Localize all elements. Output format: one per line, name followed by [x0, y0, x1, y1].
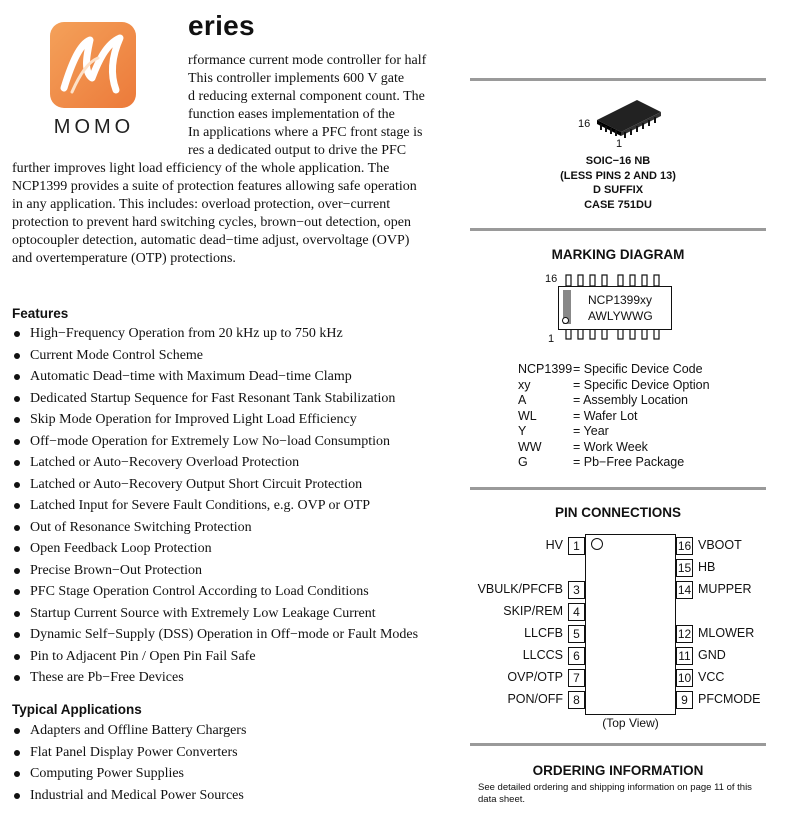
top-view-caption: (Top View): [602, 716, 659, 730]
list-item: [12, 603, 418, 625]
legend-description: = Pb−Free Package: [573, 455, 685, 469]
list-item-text: Latched Input for Severe Fault Conditions, e.g. OVP or OTP: [30, 498, 371, 513]
legend-code: G: [518, 455, 528, 469]
legend-code: WL: [518, 408, 537, 423]
intro-line: rformance current mode controller for half: [188, 53, 427, 68]
list-item-text: Skip Mode Operation for Improved Light Load Efficiency: [30, 412, 357, 427]
bullet-icon: [14, 771, 20, 777]
legend-description: = Assembly Location: [573, 393, 688, 407]
divider: [470, 743, 766, 746]
pin-name: LLCCS: [522, 648, 563, 662]
legend-code: WW: [518, 439, 542, 454]
momo-logo: [0, 0, 188, 158]
list-item: [12, 581, 418, 603]
list-item-text: Automatic Dead−time with Maximum Dead−time Clamp: [30, 369, 352, 384]
legend-code: Y: [518, 424, 527, 438]
list-item-text: Dedicated Startup Sequence for Fast Resonant Tank Stabilization: [30, 390, 396, 406]
features-list: [12, 323, 418, 689]
legend-code: xy: [518, 377, 531, 392]
intro-line: NCP1399 provides a suite of protection features allowing safe operation: [12, 179, 417, 194]
list-item: [12, 409, 418, 431]
divider: [470, 78, 766, 81]
intro-line: protection to prevent hard switching cycles, brown−out detection, open: [12, 215, 412, 230]
list-item-text: Flat Panel Display Power Converters: [30, 744, 238, 760]
pin-number: 16: [677, 539, 692, 553]
list-item: [12, 720, 246, 742]
intro-line: in any application. This includes: overload protection, over−current: [12, 197, 391, 212]
list-item-text: Off−mode Operation for Extremely Low No−load Consumption: [30, 433, 391, 449]
package-pin16-label: 16: [578, 118, 591, 130]
ordering-information-title: ORDERING INFORMATION: [532, 763, 704, 778]
bullet-icon: [14, 568, 20, 574]
logo-m-icon: [50, 22, 136, 108]
bullet-icon: [14, 417, 20, 423]
marking-diagram-title: MARKING DIAGRAM: [551, 247, 685, 262]
intro-line: res a dedicated output to drive the PFC: [188, 143, 407, 158]
pin-name: MLOWER: [698, 626, 755, 640]
list-item: [12, 495, 418, 517]
legend-row: [518, 424, 710, 440]
list-item-text: High−Frequency Operation from 20 kHz up to 750 kHz: [30, 326, 343, 341]
pin-number: 15: [677, 561, 692, 575]
bullet-icon: [14, 482, 20, 488]
pin-number: 4: [568, 603, 585, 621]
legend-row: [518, 362, 710, 378]
list-item: [12, 388, 418, 410]
list-item: [12, 431, 418, 453]
list-item: [12, 763, 246, 785]
legend-row: [518, 440, 710, 456]
list-item-text: Startup Current Source with Extremely Low Leakage Current: [30, 605, 376, 621]
legend-row: [518, 455, 710, 471]
logo-tile: [50, 22, 136, 108]
bullet-icon: [14, 675, 20, 681]
pin-name: PON/OFF: [507, 692, 563, 706]
pin-name: LLCFB: [524, 626, 563, 640]
pin-name: GND: [698, 648, 726, 662]
package-line: CASE 751DU: [584, 198, 652, 211]
pin-name: OVP/OTP: [507, 670, 563, 684]
legend-description: = Wafer Lot: [573, 408, 638, 423]
bullet-icon: [14, 546, 20, 552]
legend-row: [518, 409, 710, 425]
pin-name: VCC: [698, 670, 725, 684]
pin-number: 11: [676, 647, 693, 665]
bullet-icon: [14, 503, 20, 509]
intro-line: and overtemperature (OTP) protections.: [12, 251, 236, 266]
pin-name: VBULK/PFCFB: [477, 582, 563, 596]
bullet-icon: [14, 525, 20, 531]
package-line: (LESS PINS 2 AND 13): [560, 169, 676, 182]
logo-brand-text: MOMO: [53, 116, 135, 138]
intro-line: d reducing external component count. The: [188, 89, 425, 104]
package-line: D SUFFIX: [592, 184, 644, 196]
divider: [470, 228, 766, 231]
pin-number: 8: [568, 691, 585, 709]
marking-legend: [518, 362, 710, 471]
intro-line: optocoupler detection, automatic dead−time adjust, overvoltage (OVP): [12, 233, 410, 248]
pin-name: MUPPER: [698, 582, 752, 596]
list-item-text: Current Mode Control Scheme: [30, 347, 204, 363]
divider: [470, 487, 766, 490]
bullet-icon: [14, 750, 20, 756]
pin-diagram-body: [585, 534, 676, 715]
bullet-icon: [14, 728, 20, 734]
bullet-icon: [14, 439, 20, 445]
legend-description: = Specific Device Code: [573, 362, 703, 376]
pin-name: PFCMODE: [698, 692, 761, 706]
pin1-dot-icon: [562, 317, 569, 324]
intro-line: further improves light load efficiency of the whole application. The: [12, 161, 390, 176]
bullet-icon: [14, 374, 20, 380]
list-item: [12, 646, 418, 668]
package-pin1-label: 1: [616, 138, 623, 150]
features-heading: Features: [12, 306, 69, 321]
bullet-icon: [14, 396, 20, 402]
legend-description: = Specific Device Option: [573, 377, 710, 392]
package-description: [470, 154, 766, 212]
list-item-text: Latched or Auto−Recovery Output Short Circuit Protection: [30, 476, 363, 492]
intro-line: This controller implements 600 V gate: [188, 71, 405, 86]
list-item: [12, 624, 418, 646]
bullet-icon: [14, 589, 20, 595]
bullet-icon: [14, 353, 20, 359]
intro-line: function eases implementation of the: [188, 107, 395, 122]
marking-pin1-label: 1: [548, 333, 555, 345]
pin-number: 9: [676, 691, 693, 709]
list-item: [12, 560, 418, 582]
pin-number: 3: [568, 581, 585, 599]
list-item-text: Latched or Auto−Recovery Overload Protection: [30, 455, 300, 470]
marking-line-2: AWLYWWG: [588, 309, 653, 323]
list-item: [12, 517, 418, 539]
pin-connections-title: PIN CONNECTIONS: [554, 505, 681, 520]
list-item: [12, 452, 418, 474]
applications-heading: Typical Applications: [12, 702, 142, 717]
list-item: [12, 742, 246, 764]
bullet-icon: [14, 793, 20, 799]
list-item: [12, 323, 418, 345]
bullet-icon: [14, 654, 20, 660]
bullet-icon: [14, 611, 20, 617]
marking-pin16-label: 16: [545, 273, 558, 285]
bullet-icon: [14, 460, 20, 466]
pin-number: 7: [568, 669, 585, 687]
legend-code: NCP1399: [518, 362, 573, 376]
pin-number: 1: [568, 537, 585, 555]
marking-line-1: NCP1399xy: [588, 293, 653, 307]
list-item: [12, 345, 418, 367]
list-item-text: These are Pb−Free Devices: [30, 670, 184, 685]
list-item-text: Industrial and Medical Power Sources: [30, 787, 244, 803]
legend-row: [518, 378, 710, 394]
list-item-text: Dynamic Self−Supply (DSS) Operation in Off−mode or Fault Modes: [30, 627, 419, 642]
list-item-text: Computing Power Supplies: [30, 766, 185, 781]
list-item: [12, 667, 418, 689]
pin-name: SKIP/REM: [503, 604, 563, 618]
list-item-text: Adapters and Offline Battery Chargers: [30, 723, 247, 738]
applications-list: [12, 720, 246, 806]
list-item-text: Out of Resonance Switching Protection: [30, 519, 252, 535]
pin-number: 5: [568, 625, 585, 643]
legend-description: = Year: [573, 424, 609, 438]
pin-name: HV: [545, 538, 563, 552]
legend-code: A: [518, 393, 527, 407]
list-item: [12, 538, 418, 560]
pin-name: HB: [698, 560, 716, 574]
bullet-icon: [14, 632, 20, 638]
list-item-text: Open Feedback Loop Protection: [30, 541, 212, 556]
pin-number: 14: [677, 583, 692, 597]
pin1-marker-icon: [591, 538, 603, 550]
pin-number: 12: [677, 627, 692, 641]
list-item-text: Precise Brown−Out Protection: [30, 562, 202, 578]
package-line: SOIC−16 NB: [585, 155, 651, 167]
pin-number: 6: [568, 647, 585, 665]
list-item: [12, 474, 418, 496]
legend-description: = Work Week: [573, 439, 648, 454]
ordering-information-text: See detailed ordering and shipping information on page 11 of this data sheet.: [478, 782, 752, 805]
list-item: [12, 785, 246, 807]
intro-line: In applications where a PFC front stage is: [188, 125, 423, 140]
pin-name: VBOOT: [698, 538, 742, 552]
list-item: [12, 366, 418, 388]
pin-number: 10: [677, 671, 692, 685]
bullet-icon: [14, 331, 20, 337]
page-title: eries: [188, 10, 255, 41]
legend-row: [518, 393, 710, 409]
list-item-text: PFC Stage Operation Control According to Load Conditions: [30, 584, 369, 599]
list-item-text: Pin to Adjacent Pin / Open Pin Fail Safe: [30, 648, 256, 664]
